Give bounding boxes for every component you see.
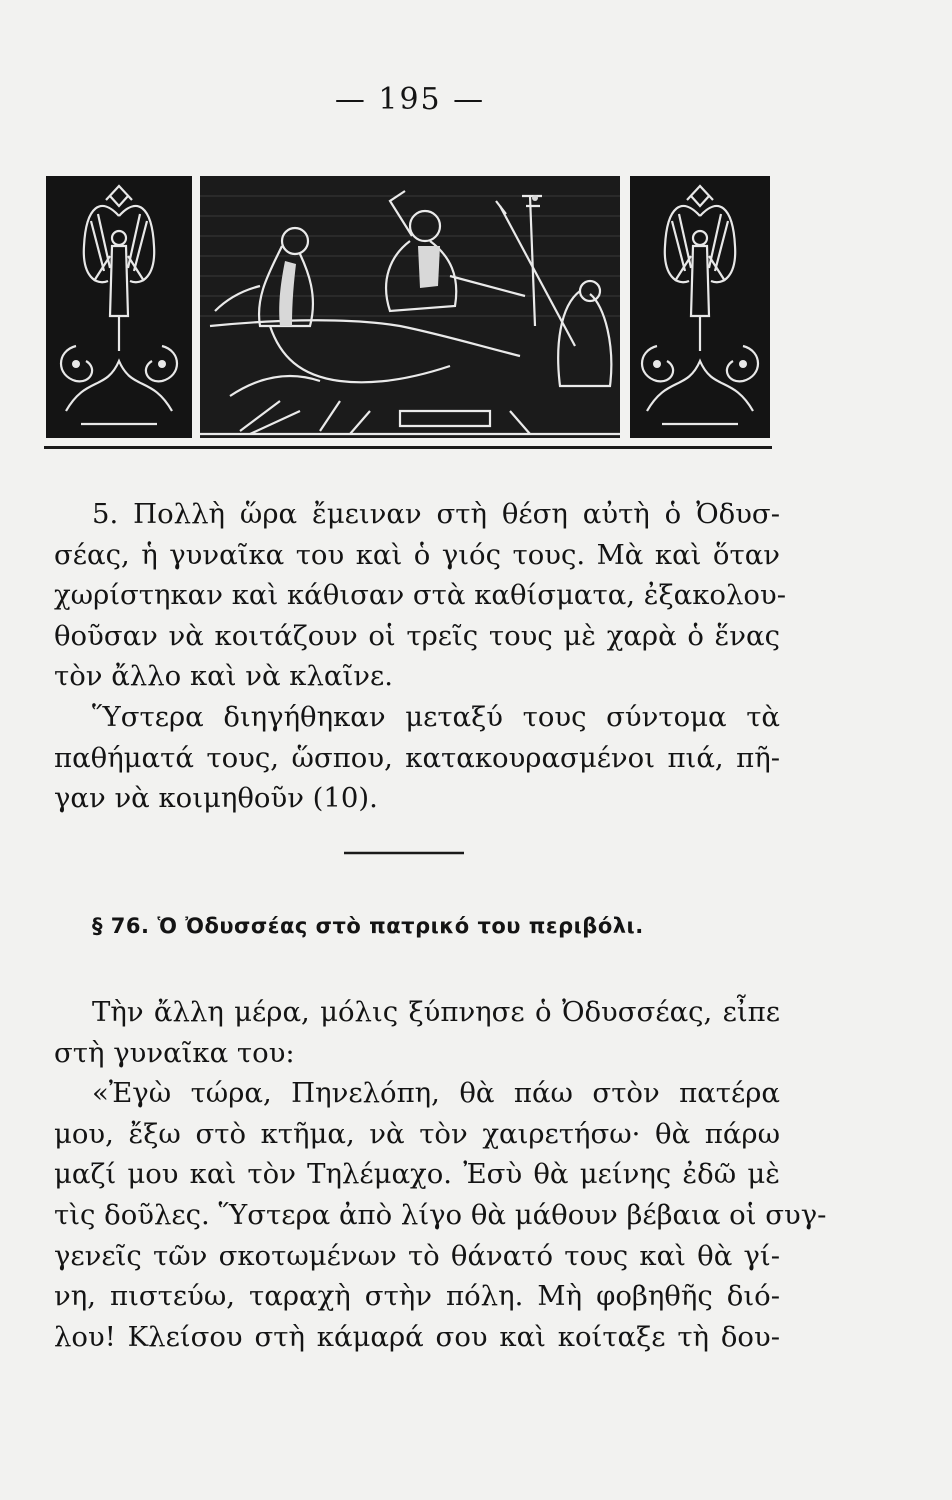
text-line: σέας, ἡ γυναῖκα του καὶ ὁ γιός τους. Μὰ καὶ ὅταν — [54, 538, 780, 571]
section-heading: § 76. Ὁ Ὀδυσσέας στὸ πατρικό του περιβόλι. — [92, 914, 644, 938]
text-line: Ὕστερα διηγήθηκαν μεταξύ τους σύντομα τὰ — [92, 700, 780, 733]
paragraph-section-76 — [54, 992, 827, 1357]
text-line: παθήματά τους, ὥσπου, κατακουρασμένοι πιά, πῆ- — [54, 741, 780, 774]
paragraph-section-5 — [54, 494, 786, 819]
text-line: χωρίστηκαν καὶ κάθισαν στὰ καθίσματα, ἐξακολου- — [54, 579, 786, 612]
text-line: τὶς δοῦλες. Ὕστερα ἀπὸ λίγο θὰ μάθουν βέβαια οἱ συγ- — [54, 1198, 827, 1231]
text-line: νη, πιστεύω, ταραχὴ στὴν πόλη. Μὴ φοβηθῆς διό- — [54, 1280, 780, 1313]
winged-figure-ornament-icon — [46, 176, 192, 438]
banquet-scene-icon — [200, 176, 620, 438]
ornamental-divider — [342, 850, 466, 856]
text-line: γενεῖς τῶν σκοτωμένων τὸ θάνατό τους καὶ θὰ γί- — [54, 1239, 780, 1272]
text-line: «Ἐγὼ τώρα, Πηνελόπη, θὰ πάω στὸν πατέρα — [92, 1077, 780, 1110]
text-line: Τὴν ἄλλη μέρα, μόλις ξύπνησε ὁ Ὀδυσσέας, εἶπε — [92, 996, 780, 1028]
text-line: τὸν ἄλλο καὶ νὰ κλαῖνε. — [54, 660, 393, 693]
text-line: μου, ἔξω στὸ κτῆμα, νὰ τὸν χαιρετήσω· θὰ πάρω — [54, 1117, 780, 1150]
page-number: — 195 — — [334, 82, 486, 117]
text-line: μαζί μου καὶ τὸν Τηλέμαχο. Ἐσὺ θὰ μείνης ἐδῶ μὲ — [54, 1158, 780, 1191]
text-line: στὴ γυναῖκα του: — [54, 1036, 295, 1069]
text-line: γαν νὰ κοιμηθοῦν (10). — [54, 782, 378, 815]
header-illustration — [44, 176, 772, 449]
winged-figure-ornament-icon — [630, 176, 770, 438]
text-line: 5. Πολλὴ ὥρα ἔμειναν στὴ θέση αὐτὴ ὁ Ὀδυσ- — [92, 498, 780, 530]
text-line: θοῦσαν νὰ κοιτάζουν οἱ τρεῖς τους μὲ χαρὰ ὁ ἕνας — [54, 619, 780, 652]
text-line: λου! Κλείσου στὴ κάμαρά σου καὶ κοίταξε τὴ δου- — [54, 1320, 780, 1353]
